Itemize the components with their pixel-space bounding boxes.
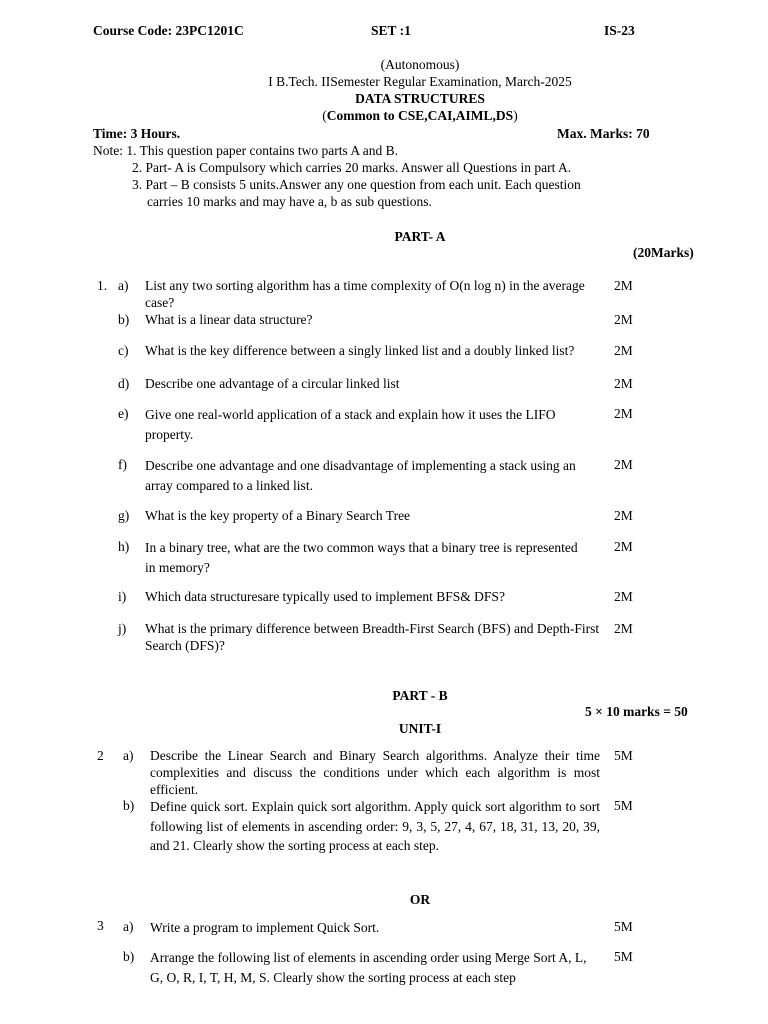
question-text: In a binary tree, what are the two common ways that a binary tree is represented in memory? <box>145 540 578 575</box>
set-number: SET :1 <box>371 23 411 38</box>
regulation-code: IS-23 <box>604 23 635 38</box>
exam-time: Time: 3 Hours. <box>93 126 181 141</box>
question-label: a) <box>123 748 134 763</box>
question-label: d) <box>118 376 130 391</box>
question-number: 1. <box>97 278 108 293</box>
question-label: a) <box>123 919 134 934</box>
question-marks: 2M <box>614 589 633 604</box>
unit-title: UNIT-I <box>398 721 442 736</box>
question-text: Give one real-world application of a stack and explain how it uses the LIFO property. <box>145 407 556 442</box>
part-a-title: PART- A <box>394 229 446 244</box>
course-code: Course Code: 23PC1201C <box>93 23 244 38</box>
question-label: g) <box>118 508 130 523</box>
subject-title: DATA STRUCTURES <box>355 91 485 106</box>
question-text: Describe the Linear Search and Binary Search algorithms. Analyze their time complexities and discuss the conditions under which each algorithm is most efficient. <box>150 748 600 797</box>
question-marks: 2M <box>614 343 633 358</box>
question-marks: 2M <box>614 406 633 421</box>
question-marks: 2M <box>614 621 633 636</box>
question-text: Write a program to implement Quick Sort. <box>150 920 380 935</box>
question-text: What is a linear data structure? <box>145 312 313 327</box>
question-label: e) <box>118 406 129 421</box>
question-text: What is the key property of a Binary Search Tree <box>145 508 411 523</box>
part-a-marks: (20Marks) <box>633 245 694 260</box>
question-text: Describe one advantage and one disadvantage of implementing a stack using an array compared to a linked list. <box>145 458 576 493</box>
question-marks: 5M <box>614 748 633 763</box>
question-marks: 2M <box>614 376 633 391</box>
note-line-2: 2. Part- A is Compulsory which carries 20 marks. Answer all Questions in part A. <box>132 160 572 175</box>
question-marks: 2M <box>614 278 633 293</box>
question-marks: 5M <box>614 919 633 934</box>
question-number: 2 <box>97 748 104 763</box>
question-label: b) <box>123 798 135 813</box>
question-text: Arrange the following list of elements in ascending order using Merge Sort A, L, G, O, R, I, T, H, M, S. Clearly show the sorting process at each step <box>150 950 587 985</box>
question-marks: 2M <box>614 312 633 327</box>
question-number: 3 <box>97 918 104 933</box>
part-b-title: PART - B <box>392 688 448 703</box>
question-marks: 2M <box>614 508 633 523</box>
question-text: List any two sorting algorithm has a time complexity of O(n log n) in the average case? <box>145 278 585 310</box>
common-branches: Common to CSE,CAI,AIML,DS <box>326 108 514 123</box>
question-label: c) <box>118 343 129 358</box>
max-marks: Max. Marks: 70 <box>557 126 650 141</box>
question-text: What is the key difference between a singly linked list and a doubly linked list? <box>145 343 575 358</box>
note-line-1: Note: 1. This question paper contains two parts A and B. <box>93 143 398 158</box>
exam-title: I B.Tech. IISemester Regular Examination, March-2025 <box>268 74 572 89</box>
common-open: ( <box>322 108 327 123</box>
question-text: Define quick sort. Explain quick sort algorithm. Apply quick sort algorithm to sort following list of elements in ascending order: 9, 3, 5, 27, 4, 67, 18, 31, 13, 20, 39, and 21. Clearly show the sorting process at each step. <box>150 799 600 853</box>
question-label: h) <box>118 539 130 554</box>
note-line-3: 3. Part – B consists 5 units.Answer any one question from each unit. Each question <box>132 177 581 192</box>
question-label: a) <box>118 278 129 293</box>
common-close: ) <box>513 108 518 123</box>
question-text: Which data structuresare typically used to implement BFS& DFS? <box>145 589 505 604</box>
question-label: b) <box>123 949 135 964</box>
question-marks: 2M <box>614 539 633 554</box>
part-b-marks: 5 × 10 marks = 50 <box>585 704 688 719</box>
common-to <box>0 107 768 124</box>
question-marks: 5M <box>614 798 633 813</box>
question-label: b) <box>118 312 130 327</box>
note-line-4: carries 10 marks and may have a, b as sub questions. <box>147 194 432 209</box>
question-marks: 2M <box>614 457 633 472</box>
question-label: f) <box>118 457 127 472</box>
autonomous-label: (Autonomous) <box>380 57 460 72</box>
question-label: i) <box>118 589 127 604</box>
question-label: j) <box>118 621 127 636</box>
question-text: What is the primary difference between Breadth-First Search (BFS) and Depth-First Search (DFS)? <box>145 621 600 653</box>
question-text: Describe one advantage of a circular linked list <box>145 376 400 391</box>
or-separator: OR <box>409 892 431 907</box>
question-marks: 5M <box>614 949 633 964</box>
